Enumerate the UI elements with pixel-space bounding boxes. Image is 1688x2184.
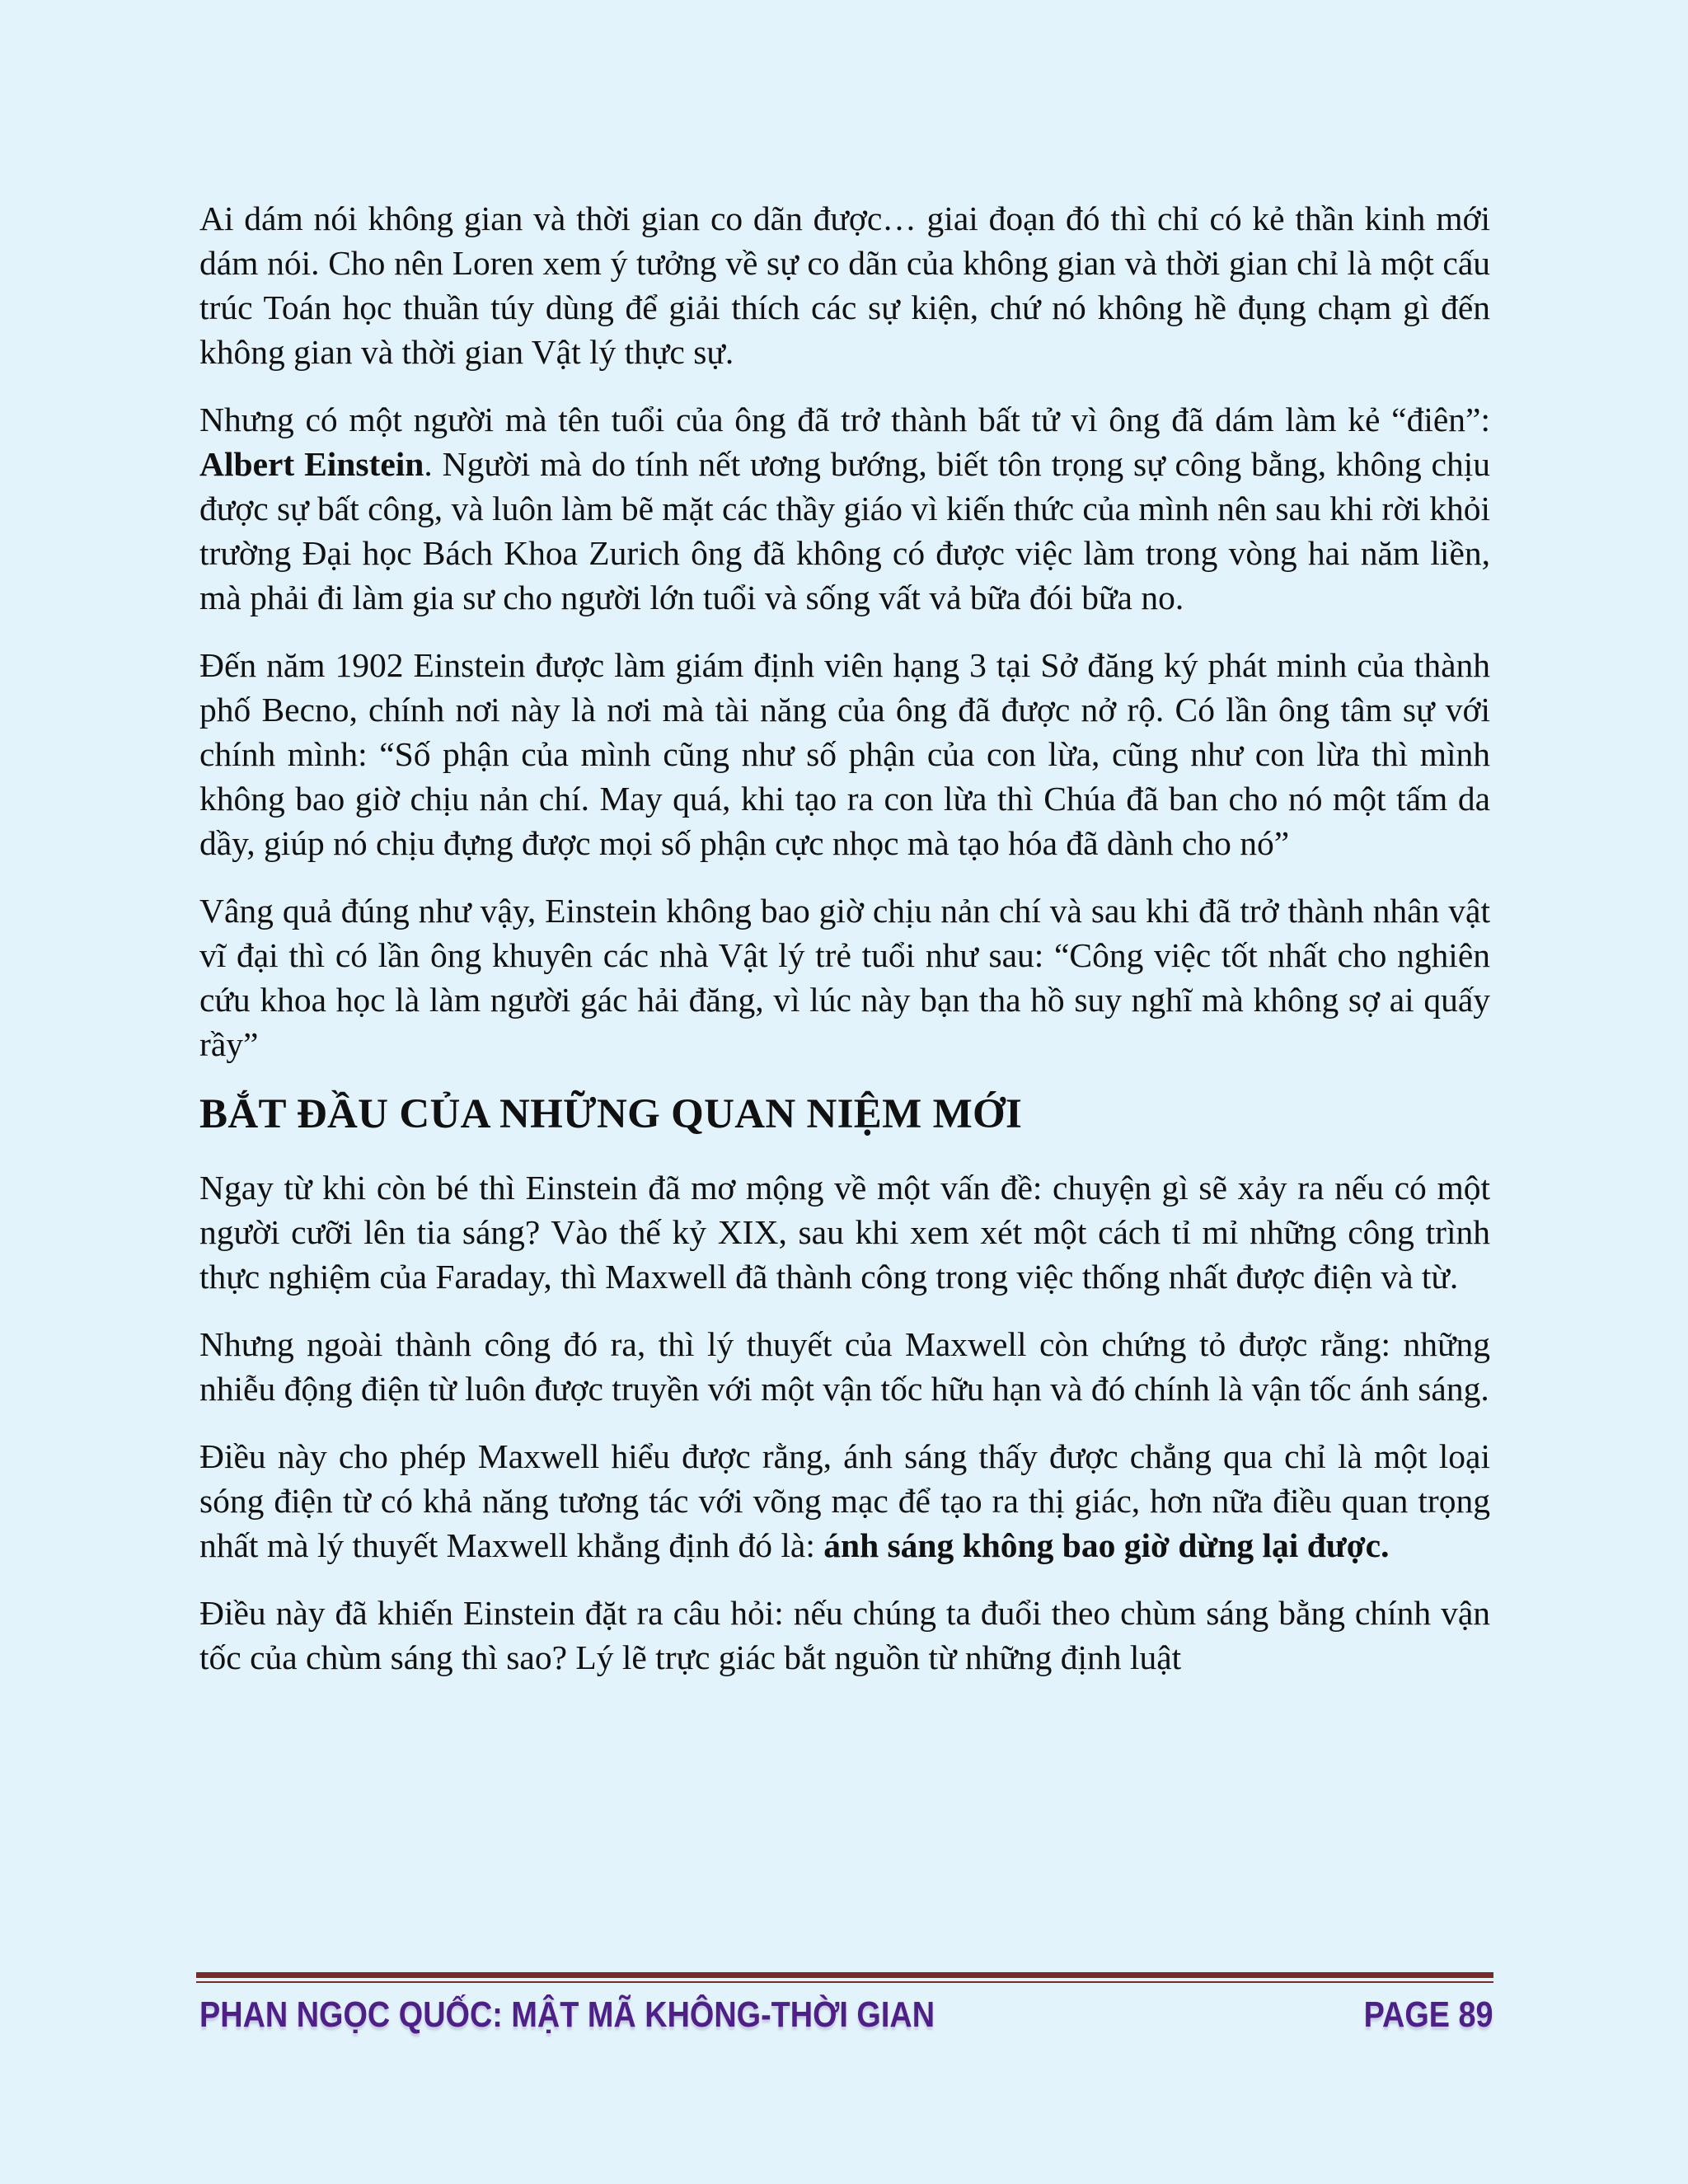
footer-divider-thick (196, 1972, 1493, 1978)
paragraph-5: Ngay từ khi còn bé thì Einstein đã mơ mộng về một vấn đề: chuyện gì sẽ xảy ra nếu có một người cưỡi lên tia sáng? Vào thế kỷ XIX, sau khi xem xét một cách tỉ mỉ những công trình thực nghiệm của Faraday, thì Maxwell đã thành công trong việc thống nhất được điện và từ. (199, 1169, 1490, 1296)
page-body (199, 196, 1490, 1703)
paragraph-1: Ai dám nói không gian và thời gian co dãn được… giai đoạn đó thì chỉ có kẻ thần kinh mới dám nói. Cho nên Loren xem ý tưởng về sự co dãn của không gian và thời gian chỉ là một cấu trúc Toán học thuần túy dùng để giải thích các sự kiện, chứ nó không hề đụng chạm gì đến không gian và thời gian Vật lý thực sự. (199, 199, 1490, 371)
paragraph-4: Vâng quả đúng như vậy, Einstein không bao giờ chịu nản chí và sau khi đã trở thành nhân vật vĩ đại thì có lần ông khuyên các nhà Vật lý trẻ tuổi như sau: “Công việc tốt nhất cho nghiên cứu khoa học là làm người gác hải đăng, vì lúc này bạn tha hồ suy nghĩ mà không sợ ai quấy rầy” (199, 892, 1490, 1063)
paragraph-2-text-before: Nhưng có một người mà tên tuổi của ông đã trở thành bất tử vì ông đã dám làm kẻ “điên”: (199, 401, 1490, 438)
paragraph-8: Điều này đã khiến Einstein đặt ra câu hỏi: nếu chúng ta đuổi theo chùm sáng bằng chính vận tốc của chùm sáng thì sao? Lý lẽ trực giác bắt nguồn từ những định luật (199, 1594, 1490, 1676)
paragraph-7-text-before: Điều này cho phép Maxwell hiểu được rằng, ánh sáng thấy được chẳng qua chỉ là một loại sóng điện từ có khả năng tương tác với võng mạc để tạo ra thị giác, hơn nữa điều quan trọng nhất mà lý thuyết Maxwell khẳng định đó là: (199, 1437, 1490, 1564)
paragraph-2-bold-name: Albert Einstein (199, 445, 424, 483)
footer-divider-thin (196, 1981, 1493, 1983)
paragraph-2-text-after: . Người mà do tính nết ương bướng, biết tôn trọng sự công bằng, không chịu được sự bất công, và luôn làm bẽ mặt các thầy giáo vì kiến thức của mình nên sau khi rời khỏi trường Đại học Bách Khoa Zurich ông đã không có được việc làm trong vòng hai năm liền, mà phải đi làm gia sư cho người lớn tuổi và sống vất vả bữa đói bữa no. (199, 445, 1490, 616)
section-heading: BẮT ĐẦU CỦA NHỮNG QUAN NIỆM MỚI (199, 1091, 1023, 1137)
paragraph-2 (199, 397, 1490, 620)
footer-book-title: PHAN NGỌC QUỐC: MẬT MÃ KHÔNG-THỜI GIAN (199, 1994, 935, 2035)
paragraph-6: Nhưng ngoài thành công đó ra, thì lý thuyết của Maxwell còn chứng tỏ được rằng: những nhiễu động điện từ luôn được truyền với một vận tốc hữu hạn và đó chính là vận tốc ánh sáng. (199, 1325, 1490, 1408)
paragraph-3: Đến năm 1902 Einstein được làm giám định viên hạng 3 tại Sở đăng ký phát minh của thành phố Becno, chính nơi này là nơi mà tài năng của ông đã được nở rộ. Có lần ông tâm sự với chính mình: “Số phận của mình cũng như số phận của con lừa, cũng như con lừa thì mình không bao giờ chịu nản chí. May quá, khi tạo ra con lừa thì Chúa đã ban cho nó một tấm da dầy, giúp nó chịu đựng được mọi số phận cực nhọc mà tạo hóa đã dành cho nó” (199, 646, 1490, 862)
paragraph-7 (199, 1434, 1490, 1568)
paragraph-7-bold-conclusion: ánh sáng không bao giờ dừng lại được. (823, 1526, 1390, 1564)
footer-page-number: PAGE 89 (1363, 1994, 1493, 2035)
